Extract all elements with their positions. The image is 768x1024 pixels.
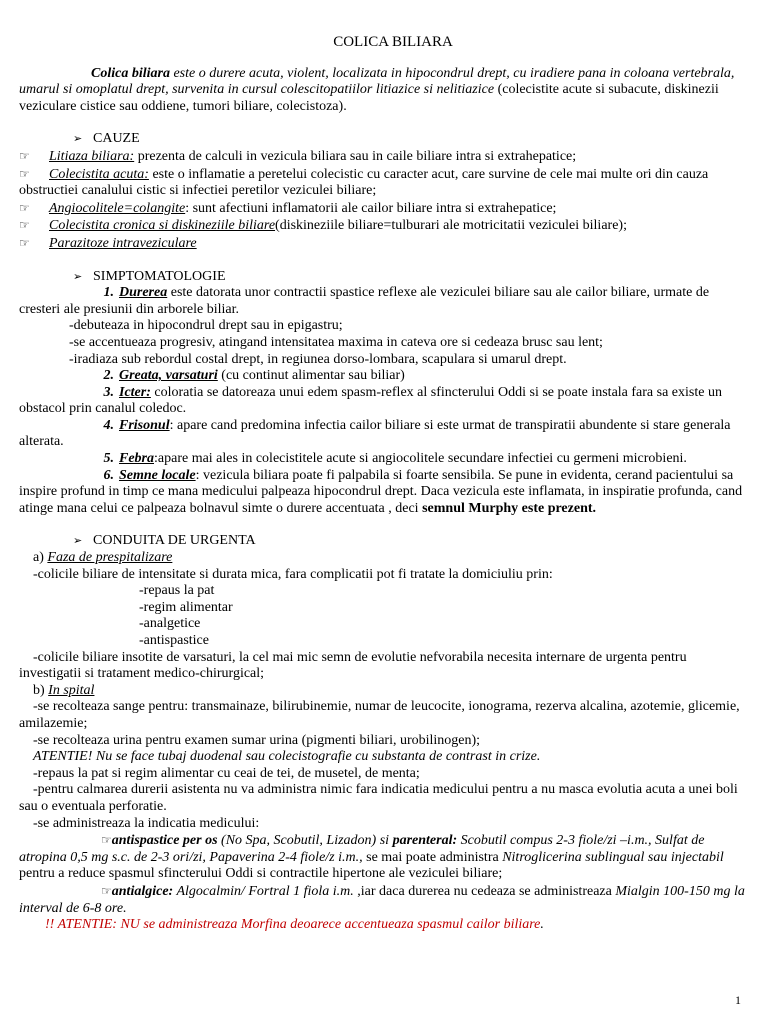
subsection-title: In spital <box>48 682 95 698</box>
arrow-bullet-icon: ➢ <box>73 133 83 146</box>
section-cauze-heading <box>73 131 745 148</box>
symptom-text: :apare mai ales in colecistitele acute si angiocolitele secundare infectiei cu germeni microbieni. <box>154 451 687 467</box>
symptom-number: 5. <box>103 451 114 467</box>
pointing-hand-icon: ☞ <box>19 166 30 181</box>
symptom-item <box>19 368 745 385</box>
document-body <box>19 34 745 934</box>
cause-text: : sunt afectiuni inflamatorii ale cailor biliare intra si extrahepatice; <box>185 200 557 216</box>
section-urgenta-heading <box>73 533 745 550</box>
arrow-bullet-icon: ➢ <box>73 535 83 548</box>
symptom-text: : apare cand predomina infectia cailor biliare si este urmat de transpiratii abundente si stare generala alterata. <box>19 417 731 450</box>
pointing-hand-icon: ☞ <box>19 235 30 250</box>
drug-class: antispastice per os <box>111 833 218 849</box>
drug-text: se mai poate administra <box>362 849 503 865</box>
intro-plain-text: (colecistite acute si subacute, diskinezii veziculare cistice sau oddiene, tumori biliare, colecistoza). <box>19 82 719 114</box>
intro-paragraph <box>19 66 745 116</box>
cause-item <box>19 235 745 253</box>
cause-text: (diskineziile biliare=tulburari ale motricitatii veziculei biliare); <box>275 218 627 234</box>
text-line: -colicile biliare de intensitate si durata mica, fara complicatii pot fi tratate la domiciuliu prin: <box>33 566 553 582</box>
cause-item <box>19 148 745 166</box>
drug-names: (No Spa, Scobutil, Lizadon) si <box>217 833 393 849</box>
text-line: -se recolteaza urina pentru examen sumar urina (pigmenti biliari, urobilinogen); <box>33 732 481 748</box>
drug-nitroglicerina: Nitroglicerina sublingual sau injectabil <box>502 849 724 865</box>
symptom-number: 3. <box>103 384 114 400</box>
antispastice-paragraph <box>19 832 745 883</box>
symptom-term: Durerea <box>119 285 168 301</box>
treatment-list-item: -regim alimentar <box>139 599 233 615</box>
section-urgenta-title: CONDUITA DE URGENTA <box>93 533 256 549</box>
symptom-term: Frisonul <box>119 417 170 433</box>
cause-term: Litiaza biliara: <box>49 148 135 164</box>
warning-morfina-end: . <box>540 917 544 933</box>
section-simptomatologie-heading <box>73 269 745 286</box>
section-simptomatologie-title: SIMPTOMATOLOGIE <box>93 268 226 284</box>
subsection-title: Faza de prespitalizare <box>47 550 173 566</box>
symptom-item <box>19 285 745 318</box>
symptom-item <box>19 451 745 468</box>
symptom-number: 4. <box>103 417 114 433</box>
symptom-detail-line: -se accentueaza progresiv, atingand intensitatea maxima in cateva ore si cedeaza brusc sau lent; <box>69 334 603 350</box>
drug-route: parenteral: <box>392 833 458 849</box>
symptom-term: Semne locale <box>119 467 196 483</box>
page-title: COLICA BILIARA <box>333 34 453 50</box>
subsection-label: a) <box>33 550 44 566</box>
symptom-detail-line: -iradiaza sub rebordul costal drept, in regiunea dorso-lombara, scapulara si umarul drept. <box>69 351 567 367</box>
cause-term: Angiocolitele=colangite <box>49 200 186 216</box>
text-line: -repaus la pat si regim alimentar cu ceai de tei, de musetel, de menta; <box>33 765 420 781</box>
drug-dosage: Scobutil compus 2-3 fiole/zi –i.m., Sulfat de atropina 0,5 mg s.c. de 2-3 ori/zi, Papaverina 2-4 fiole/z i.m., <box>19 833 705 865</box>
intro-term: Colica biliara <box>91 65 170 81</box>
drug-text: ,iar daca durerea nu cedeaza se administreaza <box>353 883 616 899</box>
cause-item <box>19 166 745 200</box>
cause-text: prezenta de calculi in vezicula biliara sau in caile biliare intra si extrahepatice; <box>134 148 577 164</box>
symptom-item <box>19 418 745 451</box>
symptom-term: Febra <box>119 451 154 467</box>
treatment-list-item: -antispastice <box>139 633 209 648</box>
cause-text: este o inflamatie a peretelui colecistic cu caracter acut, care survine de cele mai multe ori din cauza obstructiei canalului cistic si infectiei peretilor veziculei biliare; <box>19 166 709 199</box>
murphy-sign-text: semnul Murphy este prezent. <box>422 500 597 516</box>
symptom-term: Icter: <box>119 384 151 400</box>
drug-mialgin: Mialgin 100-150 mg la interval de 6-8 ore. <box>19 883 745 916</box>
arrow-bullet-icon: ➢ <box>73 270 83 283</box>
symptom-number: 6. <box>103 467 114 483</box>
text-line: -se recolteaza sange pentru: transmainaze, bilirubinemie, numar de leucocite, ionograma, rezerva alcalina, azotemie, glicemie, amilazemie; <box>19 699 740 731</box>
intro-italic-text: este o durere acuta, violent, localizata in hipocondrul drept, cu iradiere pana in coloana vertebrala, umarul si omoplatul drept, survenita in cursul colescitopatiilor litiazice si nelitiazice <box>19 65 735 98</box>
symptom-text: este datorata unor contractii spastice reflexe ale veziculei biliare sau ale cailor biliare, urmate de cresteri ale presiunii din arborele biliar. <box>19 285 710 317</box>
warning-morfina-text: !! ATENTIE: NU se administreaza Morfina deoarece accentueaza spasmul cailor biliare <box>45 917 541 933</box>
symptom-text: (cu continut alimentar sau biliar) <box>217 368 405 384</box>
cause-term: Colecistita cronica si diskineziile biliare <box>49 218 276 234</box>
pointing-hand-icon: ☞ <box>19 218 30 233</box>
text-line: -colicile biliare insotite de varsaturi, la cel mai mic semn de evolutie nefvorabila necesita internare de urgenta pentru investigatii si tratament medico-chirurgical; <box>19 649 687 682</box>
symptom-text: coloratia se datoreaza unui edem spasm-reflex al sfincterului Oddi si se poate instala fara sa existe un obstacol prin canalul coledoc. <box>19 384 722 417</box>
warning-morfina <box>19 917 745 934</box>
page-number: 1 <box>735 993 741 1007</box>
text-line: -se administreaza la indicatia medicului: <box>33 815 260 831</box>
cause-item <box>19 200 745 218</box>
symptom-item <box>19 385 745 418</box>
treatment-list-item: -repaus la pat <box>139 583 215 599</box>
symptom-term: Greata, varsaturi <box>119 368 218 384</box>
subsection-b-heading <box>19 683 745 700</box>
drug-text: pentru a reduce spasmul sfincterului Oddi si contractile hipertone ale veziculei biliare; <box>19 866 503 882</box>
antialgice-paragraph <box>19 883 745 917</box>
symptom-number: 1. <box>103 285 114 301</box>
cause-term: Colecistita acuta: <box>49 166 149 182</box>
section-cauze-title: CAUZE <box>93 131 140 147</box>
subsection-a-heading <box>19 550 745 567</box>
subsection-label: b) <box>33 682 45 698</box>
pointing-hand-icon: ☞ <box>101 833 112 848</box>
treatment-list-item: -analgetice <box>139 616 201 632</box>
text-line: -pentru calmarea durerii asistenta nu va administra nimic fara indicatia medicului pentru a nu masca evolutia acuta a unei boli sau o eventuala perforatie. <box>19 782 738 814</box>
drug-class: antialgice: <box>111 883 174 899</box>
pointing-hand-icon: ☞ <box>19 200 30 215</box>
warning-contrast: ATENTIE! Nu se face tubaj duodenal sau colecistografie cu substanta de contrast in crize. <box>33 749 541 765</box>
cause-item <box>19 217 745 235</box>
symptom-item <box>19 468 745 518</box>
pointing-hand-icon: ☞ <box>19 148 30 163</box>
cause-term: Parazitoze intraveziculare <box>49 235 197 251</box>
symptom-text: : vezicula biliara poate fi palpabila si foarte sensibila. Se pune in evidenta, cerand pacientului sa inspire profund in timp ce mana medicului palpeaza hipocondrul drept. Daca vezicula este inflamata, in inspiratie profunda, cand atinge mana celui ce palpeaza bolnavul simte o durere accentuata , deci <box>19 467 743 516</box>
drug-dosage: Algocalmin/ Fortral 1 fiola i.m. <box>173 883 354 899</box>
symptom-detail-line: -debuteaza in hipocondrul drept sau in epigastru; <box>69 318 343 334</box>
pointing-hand-icon: ☞ <box>101 883 112 898</box>
symptom-number: 2. <box>103 368 114 384</box>
